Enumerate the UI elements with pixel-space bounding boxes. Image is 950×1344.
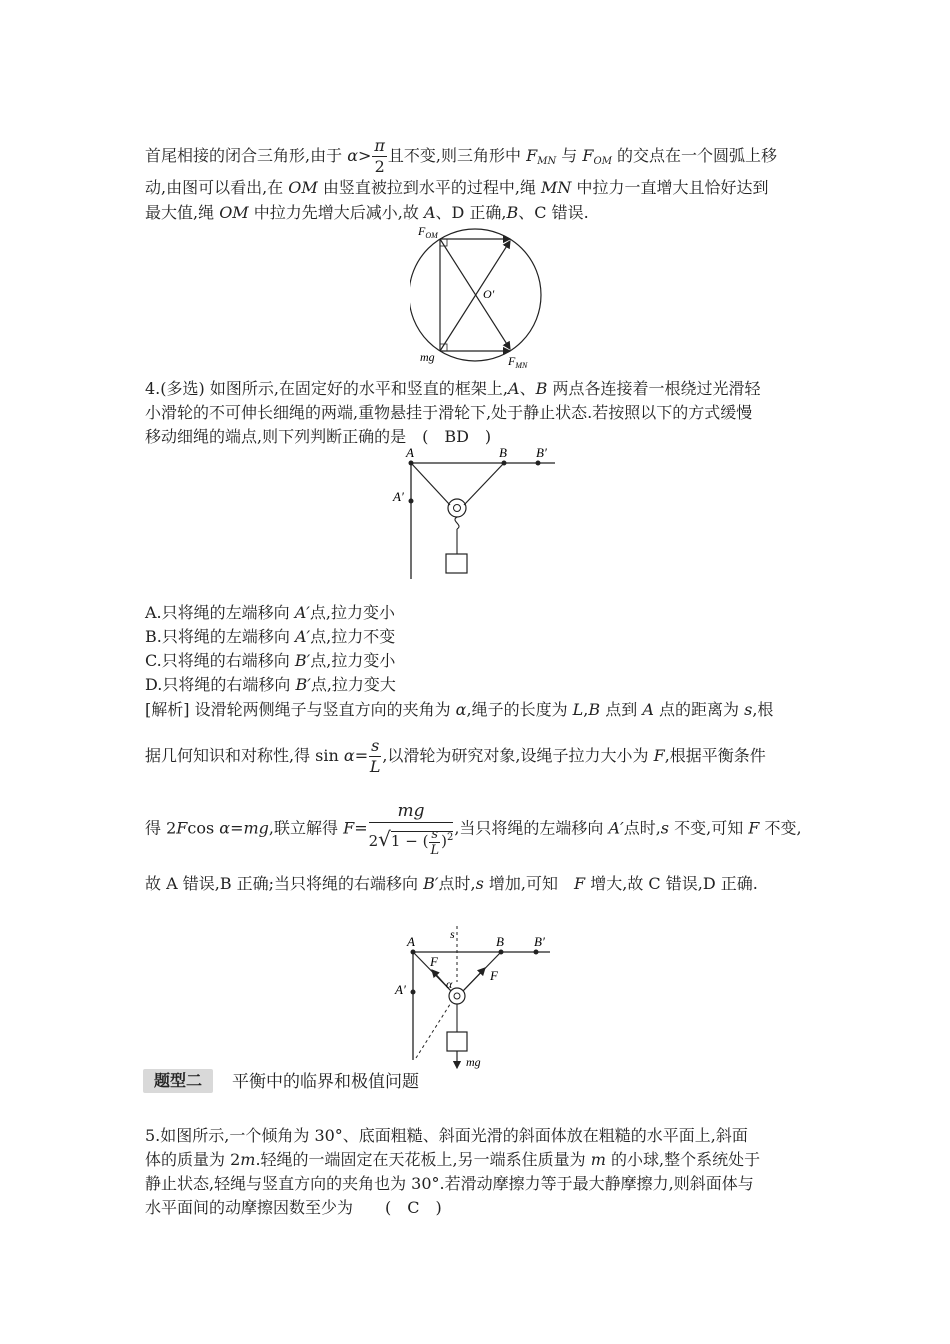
- text: 得 2: [145, 818, 177, 838]
- text: ,联立解得: [268, 818, 344, 838]
- label-a-prime: A′: [395, 982, 406, 997]
- symbol-B: B: [506, 203, 519, 222]
- label-mg: mg: [420, 350, 435, 364]
- symbol-F: F: [653, 746, 665, 765]
- text: 点,拉力变小: [310, 651, 396, 670]
- numerator: mg: [369, 800, 454, 823]
- text: 最大值,绳: [145, 203, 220, 222]
- label-center: O′: [483, 287, 495, 301]
- symbol-A: A: [423, 203, 436, 222]
- symbol-s: s: [660, 818, 670, 838]
- text: 首尾相接的闭合三角形,由于: [145, 146, 348, 165]
- text: ,当只将绳的左端移向: [454, 818, 609, 838]
- subscript: MN: [537, 156, 557, 167]
- text: 增加,可知: [483, 874, 575, 893]
- label-f-mn: $F_{MN}$: [508, 354, 528, 370]
- section-tag: 题型二: [143, 1069, 213, 1093]
- symbol-F: F: [526, 146, 538, 165]
- force-circle-figure: [410, 225, 550, 373]
- q5-stem-line-1: 5.如图所示,一个倾角为 30°、底面粗糙、斜面光滑的斜面体放在粗糙的水平面上,斜面: [145, 1126, 748, 1145]
- text: ,根: [752, 700, 774, 719]
- denominator: L: [369, 757, 381, 776]
- q4-stem-line-2: 小滑轮的不可伸长细绳的两端,重物悬挂于滑轮下,处于静止状态.若按照以下的方式缓慢: [145, 403, 753, 422]
- numerator: s: [371, 736, 380, 755]
- option-a: [145, 602, 395, 624]
- text: 点的距离为: [653, 700, 745, 719]
- text: A.只将绳的左端移向: [145, 603, 295, 622]
- text: 点,拉力变大: [310, 675, 396, 694]
- symbol-a-prime: A′: [608, 818, 624, 838]
- label-alpha: α: [446, 977, 453, 991]
- fraction-formula: [369, 800, 454, 858]
- text: C.只将绳的右端移向: [145, 651, 295, 670]
- text: 与: [556, 146, 583, 165]
- text: =: [230, 818, 244, 838]
- text: ,根据平衡条件: [664, 746, 766, 765]
- section-title: 平衡中的临界和极值问题: [232, 1072, 419, 1092]
- text: 增大,故 C 错误,D 正确.: [585, 874, 758, 893]
- symbol-A: A: [508, 379, 520, 398]
- symbol-m: m: [590, 1150, 606, 1169]
- subscript: OM: [593, 156, 612, 167]
- diagonal-up: [440, 241, 510, 351]
- symbol-alpha: α: [343, 746, 355, 765]
- point-b-prime: [534, 950, 539, 955]
- label-b: B: [496, 934, 504, 949]
- text: cos: [187, 818, 220, 838]
- symbol-F: F: [748, 818, 760, 838]
- q5-stem-line-2: [145, 1149, 760, 1171]
- symbol-B: B: [588, 700, 601, 719]
- inner-fraction: [429, 827, 440, 858]
- text: 由竖直被拉到水平的过程中,绳: [317, 178, 542, 197]
- symbol-mg: mg: [243, 818, 269, 838]
- force-arrow-right: [464, 968, 485, 990]
- text: 4.(多选) 如图所示,在固定好的水平和竖直的框架上,: [145, 379, 509, 398]
- label-b: B: [499, 445, 507, 460]
- analysis-figure: [390, 922, 565, 1072]
- text: [解析] 设滑轮两侧绳子与竖直方向的夹角为: [145, 700, 456, 719]
- q3-solution-line-3: [145, 202, 589, 224]
- label-a: A: [406, 445, 414, 460]
- exponent: 2: [446, 832, 454, 843]
- text: =: [354, 818, 368, 838]
- text: 、C 错误.: [518, 203, 589, 222]
- label-b-prime: B′: [534, 934, 545, 949]
- label-f-right: F: [490, 968, 498, 983]
- text: .轻绳的一端固定在天花板上,另一端系住质量为: [255, 1150, 591, 1169]
- fraction-pi-over-2: [372, 136, 387, 177]
- point-a-prime: [409, 499, 414, 504]
- text: ): [441, 832, 447, 850]
- point-a-prime: [411, 990, 416, 995]
- text: =: [354, 746, 369, 765]
- symbol-OM: OM: [219, 203, 249, 222]
- symbol-s: s: [744, 700, 753, 719]
- text: 点时,: [623, 818, 661, 838]
- text: 的交点在一个圆弧上移: [611, 146, 778, 165]
- symbol-A: A: [642, 700, 654, 719]
- denominator: [369, 823, 454, 858]
- q4-stem-line-1: [145, 378, 760, 400]
- text: 的小球,整个系统处于: [605, 1150, 761, 1169]
- q3-solution-line-1: [145, 136, 777, 177]
- pulley-figure: [390, 445, 560, 583]
- text: 据几何知识和对称性,得 sin: [145, 746, 344, 765]
- denominator: L: [430, 842, 440, 858]
- label-f-left: F: [430, 954, 438, 969]
- option-b: [145, 626, 395, 648]
- numerator: π: [374, 136, 385, 155]
- symbol-a-prime: A′: [294, 603, 310, 622]
- text: 点到: [600, 700, 643, 719]
- label-a-prime: A′: [393, 489, 404, 504]
- symbol-F: F: [343, 818, 355, 838]
- point-b-prime: [536, 461, 541, 466]
- symbol-alpha: α: [455, 700, 467, 719]
- option-d: [145, 674, 396, 696]
- text: 动,由图可以看出,在: [145, 178, 289, 197]
- symbol-MN: MN: [541, 178, 572, 197]
- label-s: s: [450, 927, 455, 941]
- symbol-a-prime: A′: [294, 627, 311, 646]
- symbol-F: F: [574, 874, 586, 893]
- q5-stem-line-3: 静止状态,轻绳与竖直方向的夹角也为 30°.若滑动摩擦力等于最大静摩擦力,则斜面体与: [145, 1174, 754, 1193]
- q5-stem-line-4: 水平面间的动摩擦因数至少为 ( C ): [145, 1198, 442, 1217]
- weight-box: [446, 554, 467, 573]
- label-a: A: [407, 934, 415, 949]
- text: 故 A 错误,B 正确;当只将绳的右端移向: [145, 874, 424, 893]
- sqrt-sign: √: [378, 827, 391, 851]
- text: 中拉力先增大后减小,故: [248, 203, 424, 222]
- q4-solution-line-4: [145, 873, 758, 895]
- text: 体的质量为 2: [145, 1150, 241, 1169]
- text: 点,拉力不变: [310, 627, 396, 646]
- symbol-F: F: [176, 818, 188, 838]
- text: ,以滑轮为研究对象,设绳子拉力大小为: [382, 746, 654, 765]
- text: >: [358, 146, 372, 165]
- text: ,绳子的长度为: [466, 700, 573, 719]
- text: 、: [519, 379, 536, 398]
- symbol-b-prime: B′: [295, 675, 311, 694]
- symbol-s: s: [475, 874, 484, 893]
- option-c: [145, 650, 395, 672]
- q4-solution-line-1: [145, 699, 773, 721]
- hook: [455, 517, 459, 529]
- weight-box: [447, 1032, 467, 1051]
- text: 两点各连接着一根绕过光滑轻: [547, 379, 761, 398]
- symbol-L: L: [572, 700, 584, 719]
- symbol-alpha: α: [219, 818, 231, 838]
- text: 不变,可知: [669, 818, 749, 838]
- label-mg: mg: [466, 1055, 481, 1069]
- symbol-F: F: [582, 146, 594, 165]
- label-b-prime: B′: [536, 445, 547, 460]
- text: 点时,: [438, 874, 476, 893]
- symbol-b-prime: B′: [294, 651, 311, 670]
- text: 、D 正确,: [435, 203, 507, 222]
- symbol-m: m: [240, 1150, 256, 1169]
- text: ,: [583, 700, 589, 719]
- symbol-B: B: [535, 379, 548, 398]
- symbol-OM: OM: [288, 178, 318, 197]
- pulley-axle: [454, 505, 461, 512]
- diagonal-down: [440, 239, 510, 349]
- symbol-b-prime: B′: [423, 874, 439, 893]
- pulley-wheel: [448, 499, 466, 517]
- text: 中拉力一直增大且恰好达到: [571, 178, 769, 197]
- text: 且不变,则三角形中: [387, 146, 527, 165]
- text: 1 − (: [390, 832, 429, 850]
- q4-solution-line-3: [145, 800, 802, 858]
- text: 2: [368, 832, 379, 850]
- text: 点,拉力变小: [309, 603, 396, 622]
- text: 不变,: [759, 818, 802, 838]
- denominator: 2: [374, 157, 385, 176]
- q3-solution-line-2: [145, 177, 769, 199]
- rope-left: [411, 463, 450, 505]
- text: B.只将绳的左端移向: [145, 627, 295, 646]
- q4-solution-line-2: [145, 736, 766, 777]
- rope-right: [464, 463, 504, 505]
- symbol-alpha: α: [347, 146, 358, 165]
- q4-stem-line-3: 移动细绳的端点,则下列判断正确的是 ( BD ): [145, 427, 492, 446]
- numerator: s: [431, 826, 439, 842]
- radicand: [390, 826, 454, 858]
- fraction-s-over-l: [369, 736, 381, 777]
- text: D.只将绳的右端移向: [145, 675, 296, 694]
- label-f-om: $F_{OM}$: [418, 225, 438, 240]
